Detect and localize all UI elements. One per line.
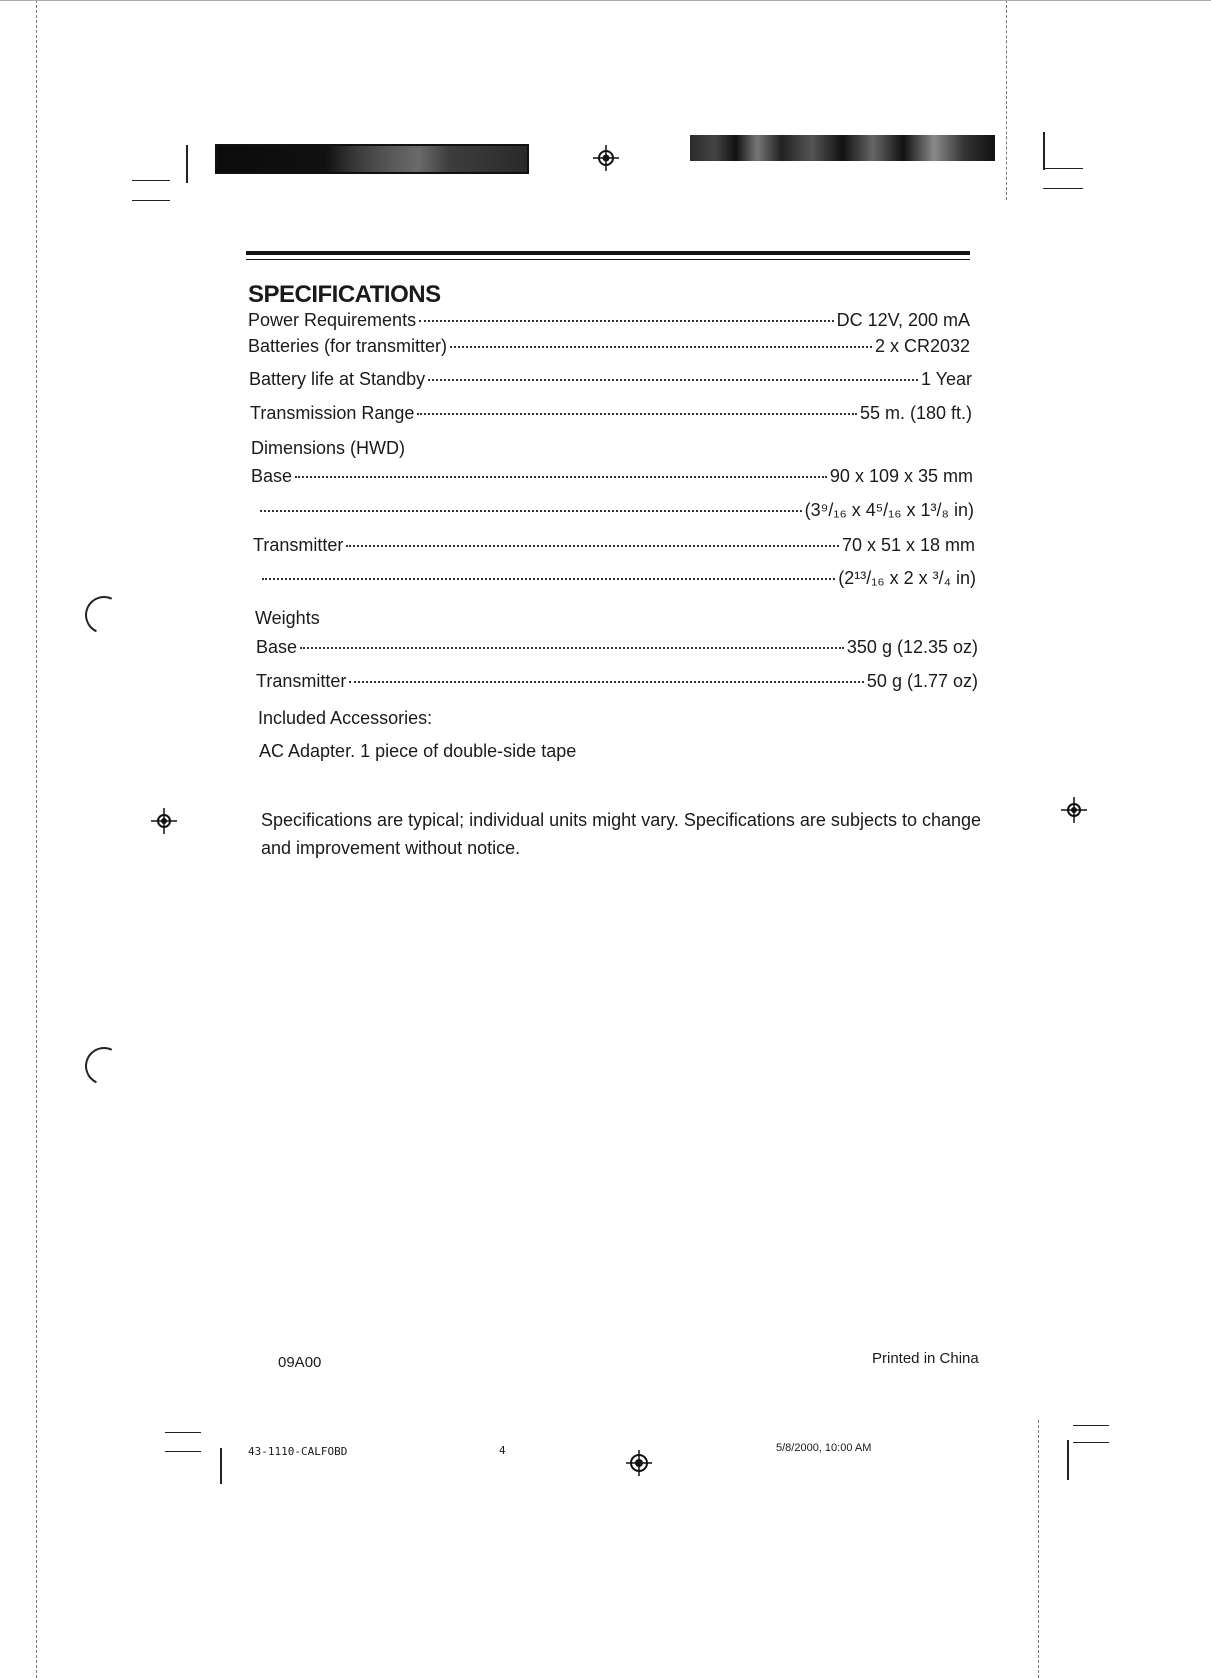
crop-mark-top-left-v	[186, 145, 188, 183]
left-margin-line	[36, 0, 37, 1678]
spec-value: 350 g (12.35 oz)	[846, 637, 978, 657]
print-date: 5/8/2000, 10:00 AM	[776, 1442, 872, 1454]
page-number: 4	[499, 1444, 506, 1457]
dot-leader	[346, 545, 839, 547]
header-rule-thin	[246, 259, 970, 260]
page-title: SPECIFICATIONS	[248, 281, 441, 308]
crop-mark-bottom-right-2	[1073, 1442, 1109, 1443]
specifications-note: Specifications are typical; individual units might vary. Specifications are subjects to change and improvement without notice.	[261, 810, 982, 858]
header-rule-thick	[246, 251, 970, 255]
crop-mark-top-left	[132, 180, 170, 181]
dimension-row-base-mm	[251, 466, 973, 487]
dimension-row-base-in	[257, 500, 974, 521]
registration-mark-bottom-icon	[626, 1450, 652, 1476]
dot-leader	[349, 681, 864, 683]
calibration-bar-right	[690, 135, 995, 161]
accessories-heading: Included Accessories:	[258, 708, 433, 728]
file-id: 43-1110-CALFOBD	[248, 1445, 348, 1458]
crop-mark-top-right-h	[1043, 168, 1083, 169]
binder-hole-upper-icon	[80, 591, 129, 640]
crop-mark-top-left-2	[132, 200, 170, 201]
spec-value: 2 x CR2032	[874, 336, 970, 356]
dot-leader	[419, 320, 834, 322]
dot-leader	[417, 413, 857, 415]
dimension-row-transmitter-in	[259, 568, 976, 589]
spec-label: Batteries (for transmitter)	[248, 336, 448, 356]
spec-row-battery-life	[249, 369, 972, 390]
spec-label: Transmitter	[256, 671, 347, 691]
registration-mark-left-icon	[151, 808, 177, 834]
calibration-bar-left	[215, 144, 529, 174]
spec-value: (3⁹/₁₆ x 4⁵/₁₆ x 1³/₈ in)	[804, 500, 974, 520]
binder-hole-lower-icon	[80, 1042, 129, 1091]
top-edge-line	[0, 0, 1211, 1]
spec-row-power	[248, 310, 970, 331]
dot-leader	[428, 379, 918, 381]
crop-mark-bottom-left-2	[165, 1451, 201, 1452]
footer-code: 09A00	[278, 1354, 322, 1371]
weight-row-base	[256, 637, 978, 658]
registration-mark-top-icon	[593, 145, 619, 171]
crop-mark-bottom-right	[1073, 1425, 1109, 1426]
spec-value: 50 g (1.77 oz)	[866, 671, 978, 691]
dot-leader	[300, 647, 844, 649]
spec-label: Base	[251, 466, 293, 486]
weights-heading: Weights	[255, 608, 320, 628]
crop-mark-top-right-v	[1043, 132, 1045, 170]
crop-mark-bottom-left-v	[220, 1448, 222, 1484]
spec-label: Transmitter	[253, 535, 344, 555]
footer-printed: Printed in China	[872, 1350, 979, 1367]
dot-leader	[262, 578, 835, 580]
spec-value: (2¹³/₁₆ x 2 x ³/₄ in)	[838, 568, 976, 588]
dimension-row-transmitter-mm	[253, 535, 975, 556]
crop-mark-top-right-h2	[1043, 188, 1083, 189]
accessories-text: AC Adapter. 1 piece of double-side tape	[259, 741, 577, 761]
dimensions-heading: Dimensions (HWD)	[251, 438, 406, 458]
spec-value: DC 12V, 200 mA	[836, 310, 970, 330]
right-crop-line	[1006, 0, 1007, 200]
spec-label: Base	[256, 637, 298, 657]
spec-row-range	[250, 403, 972, 424]
right-crop-line-lower	[1038, 1420, 1039, 1678]
weight-row-transmitter	[256, 671, 978, 692]
crop-mark-bottom-left	[165, 1432, 201, 1433]
dot-leader	[260, 510, 802, 512]
spec-row-batteries	[248, 336, 970, 357]
spec-value: 55 m. (180 ft.)	[859, 403, 972, 423]
registration-mark-right-icon	[1061, 797, 1087, 823]
spec-value: 90 x 109 x 35 mm	[829, 466, 973, 486]
spec-label: Battery life at Standby	[249, 369, 426, 389]
dot-leader	[295, 476, 827, 478]
spec-value: 1 Year	[920, 369, 972, 389]
spec-label: Transmission Range	[250, 403, 415, 423]
spec-value: 70 x 51 x 18 mm	[841, 535, 975, 555]
spec-label: Power Requirements	[248, 310, 417, 330]
crop-mark-bottom-right-v	[1067, 1440, 1069, 1480]
dot-leader	[450, 346, 872, 348]
